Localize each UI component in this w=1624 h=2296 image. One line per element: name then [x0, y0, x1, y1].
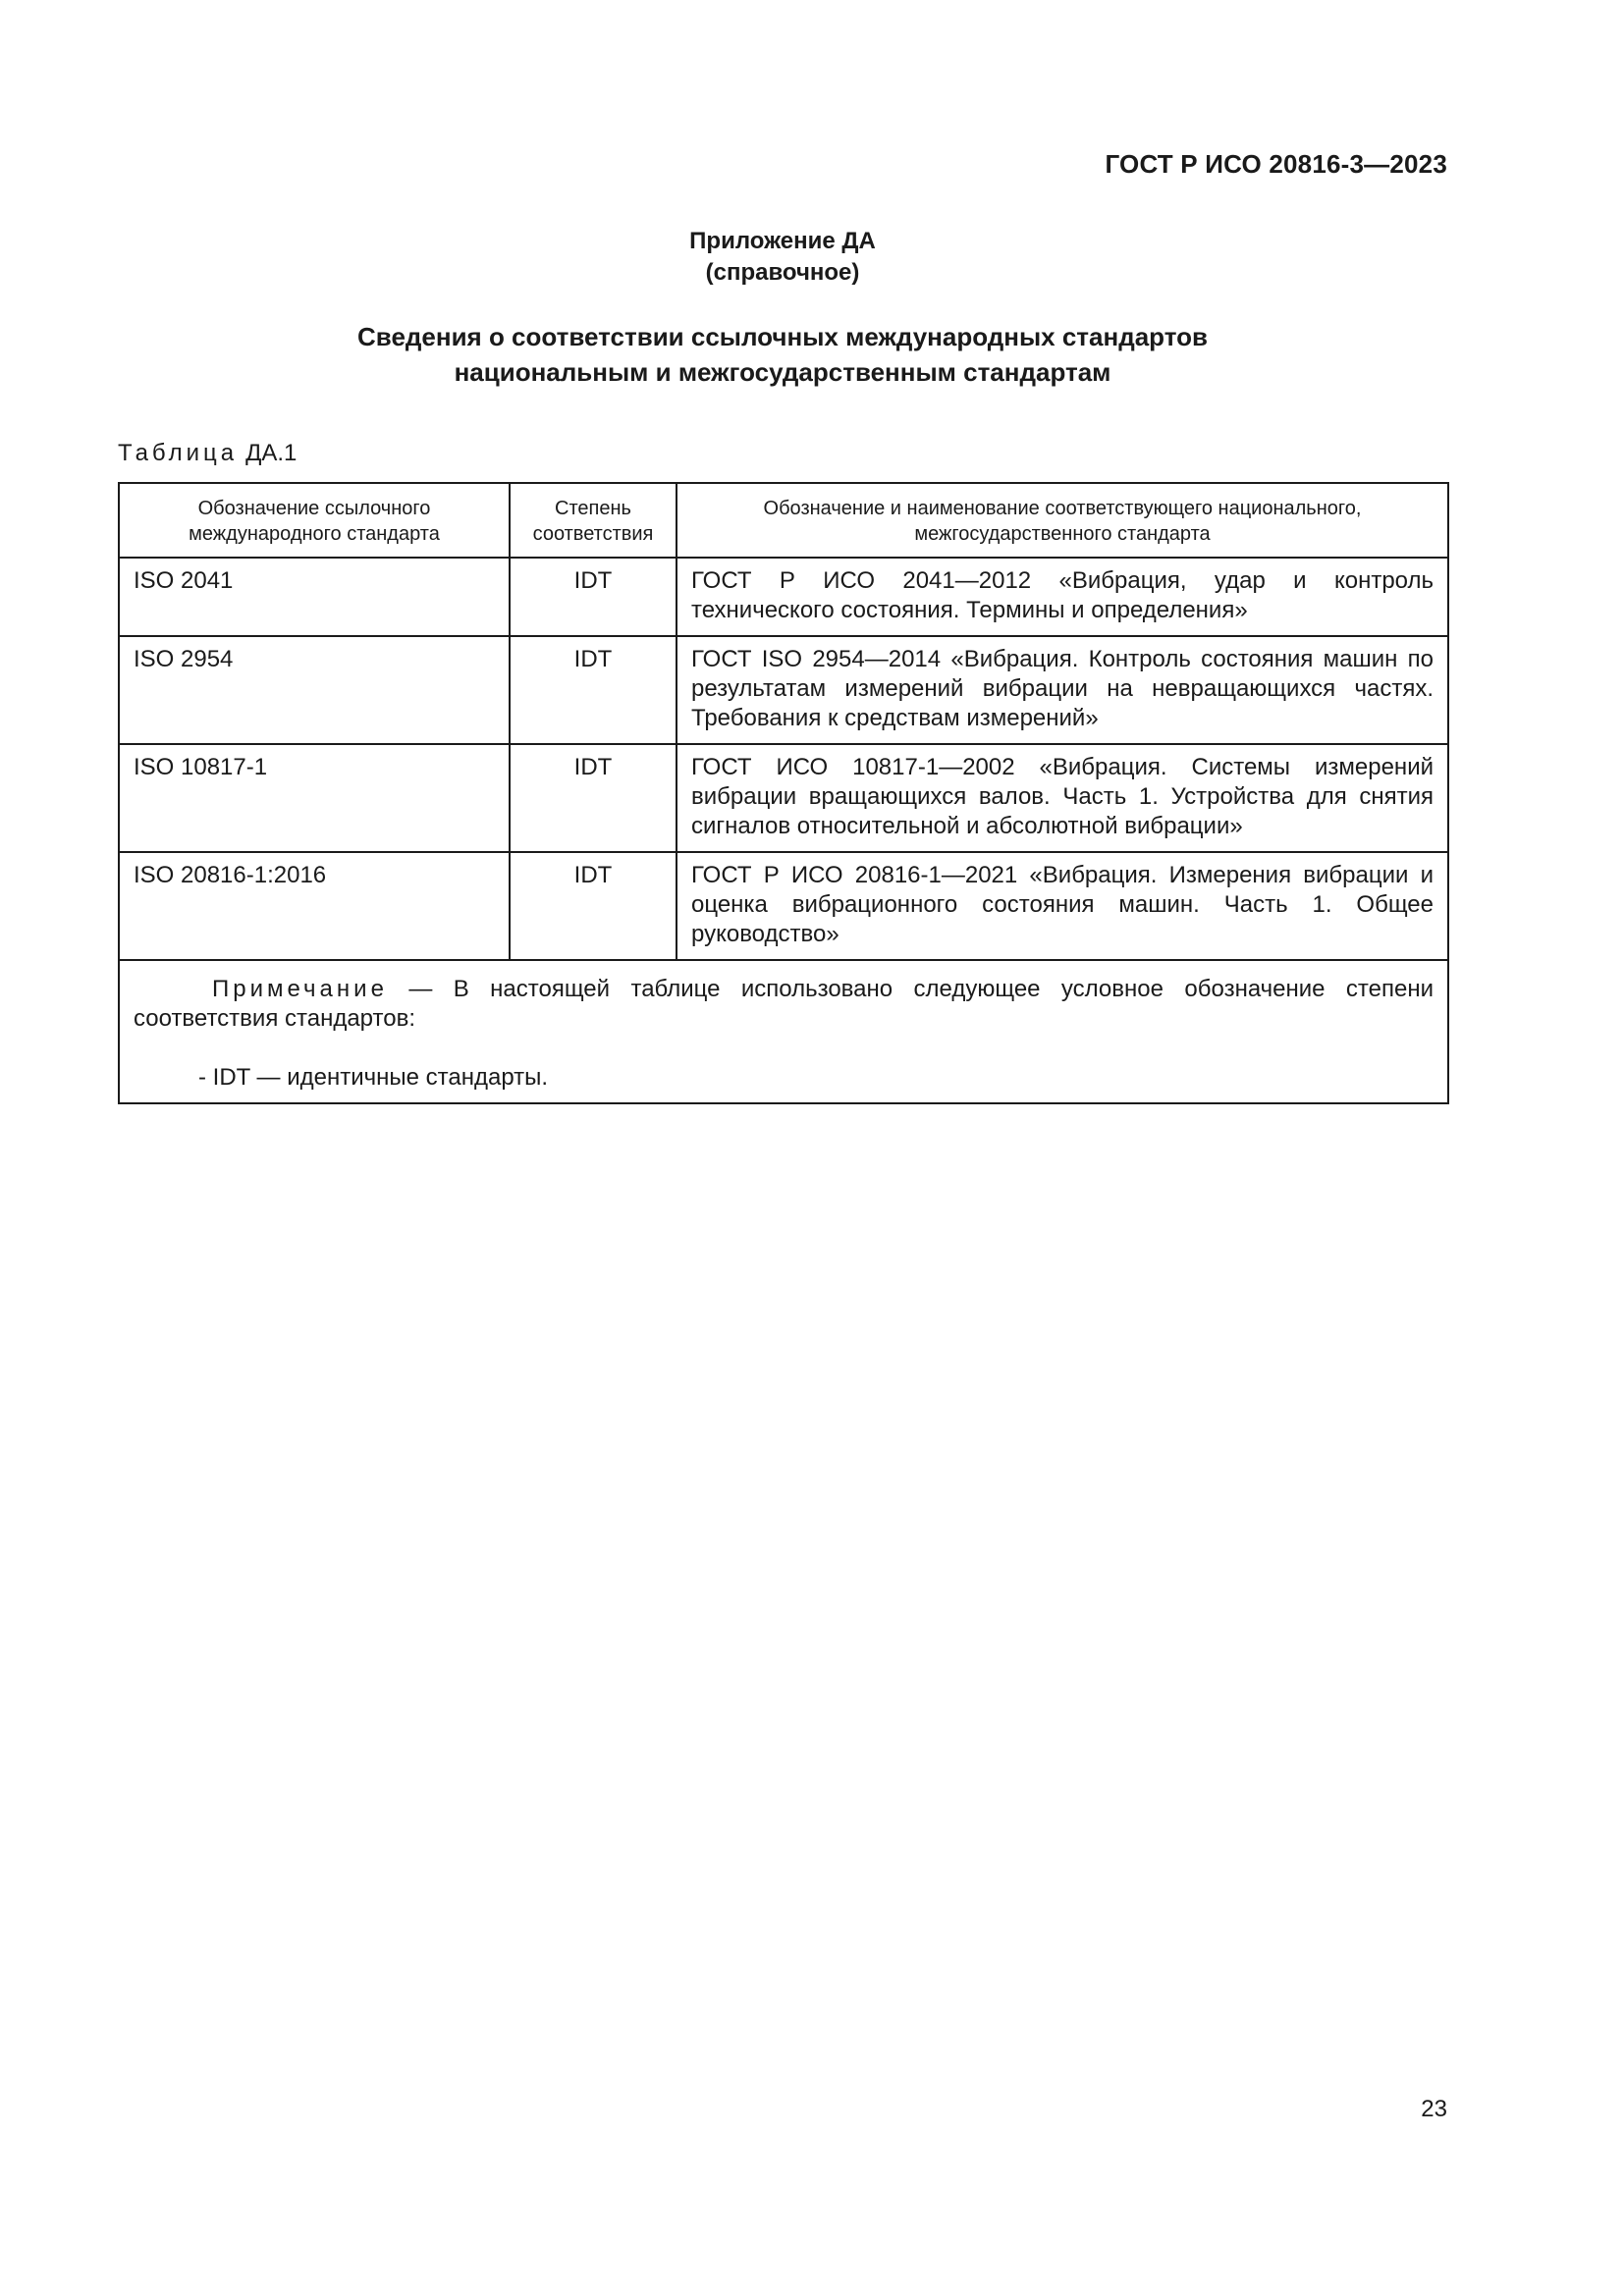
document-code: ГОСТ Р ИСО 20816-3—2023: [1105, 149, 1447, 179]
standards-correspondence-table: [118, 482, 1449, 1104]
column-header-international: Обозначение ссылочного международного стандарта: [119, 483, 510, 558]
cell-degree: IDT: [510, 636, 677, 744]
appendix-title: [0, 319, 1565, 390]
cell-national-standard: ГОСТ Р ИСО 20816-1—2021 «Вибрация. Измерения вибрации и оценка вибрационного состояния машин. Часть 1. Общее руководство»: [677, 852, 1448, 960]
note-label: Примечание: [212, 976, 388, 1002]
cell-national-standard: ГОСТ Р ИСО 2041—2012 «Вибрация, удар и контроль технического состояния. Термины и определения»: [677, 558, 1448, 636]
table-header-row: [119, 483, 1448, 558]
table-note: [119, 960, 1448, 1103]
column-header-national: Обозначение и наименование соответствующего национального, межгосударственного стандарта: [677, 483, 1448, 558]
cell-degree: IDT: [510, 744, 677, 852]
table-row: [119, 852, 1448, 960]
table-caption: [118, 440, 297, 467]
cell-national-standard: ГОСТ ИСО 10817-1—2002 «Вибрация. Системы измерений вибрации вращающихся валов. Часть 1. Устройства для снятия сигналов относительной и абсолютной вибрации»: [677, 744, 1448, 852]
cell-degree: IDT: [510, 558, 677, 636]
note-list-item: - IDT — идентичные стандарты.: [198, 1064, 549, 1091]
table-row: [119, 558, 1448, 636]
cell-international-standard: ISO 20816-1:2016: [119, 852, 510, 960]
table-caption-number: ДА.1: [245, 440, 298, 466]
appendix-title-line-1: Сведения о соответствии ссылочных международных стандартов: [357, 322, 1208, 351]
column-header-degree: Степень соответствия: [510, 483, 677, 558]
appendix-type: (справочное): [705, 259, 860, 286]
table-caption-label: Таблица: [118, 440, 239, 466]
appendix-label: Приложение ДА: [689, 228, 876, 254]
table-row: [119, 744, 1448, 852]
cell-international-standard: ISO 2954: [119, 636, 510, 744]
page-number: 23: [1421, 2096, 1447, 2122]
note-paragraph: [134, 975, 1434, 1034]
appendix-header: [0, 226, 1565, 289]
cell-international-standard: ISO 10817-1: [119, 744, 510, 852]
table-row: [119, 636, 1448, 744]
cell-national-standard: ГОСТ ISO 2954—2014 «Вибрация. Контроль состояния машин по результатам измерений вибрации на невращающихся частях. Требования к средствам измерений»: [677, 636, 1448, 744]
note-text: — В настоящей таблице использовано следующее условное обозначение степени соответствия стандартов:: [134, 976, 1434, 1032]
cell-international-standard: ISO 2041: [119, 558, 510, 636]
appendix-title-line-2: национальным и межгосударственным стандартам: [454, 357, 1111, 387]
table-note-row: [119, 960, 1448, 1103]
cell-degree: IDT: [510, 852, 677, 960]
